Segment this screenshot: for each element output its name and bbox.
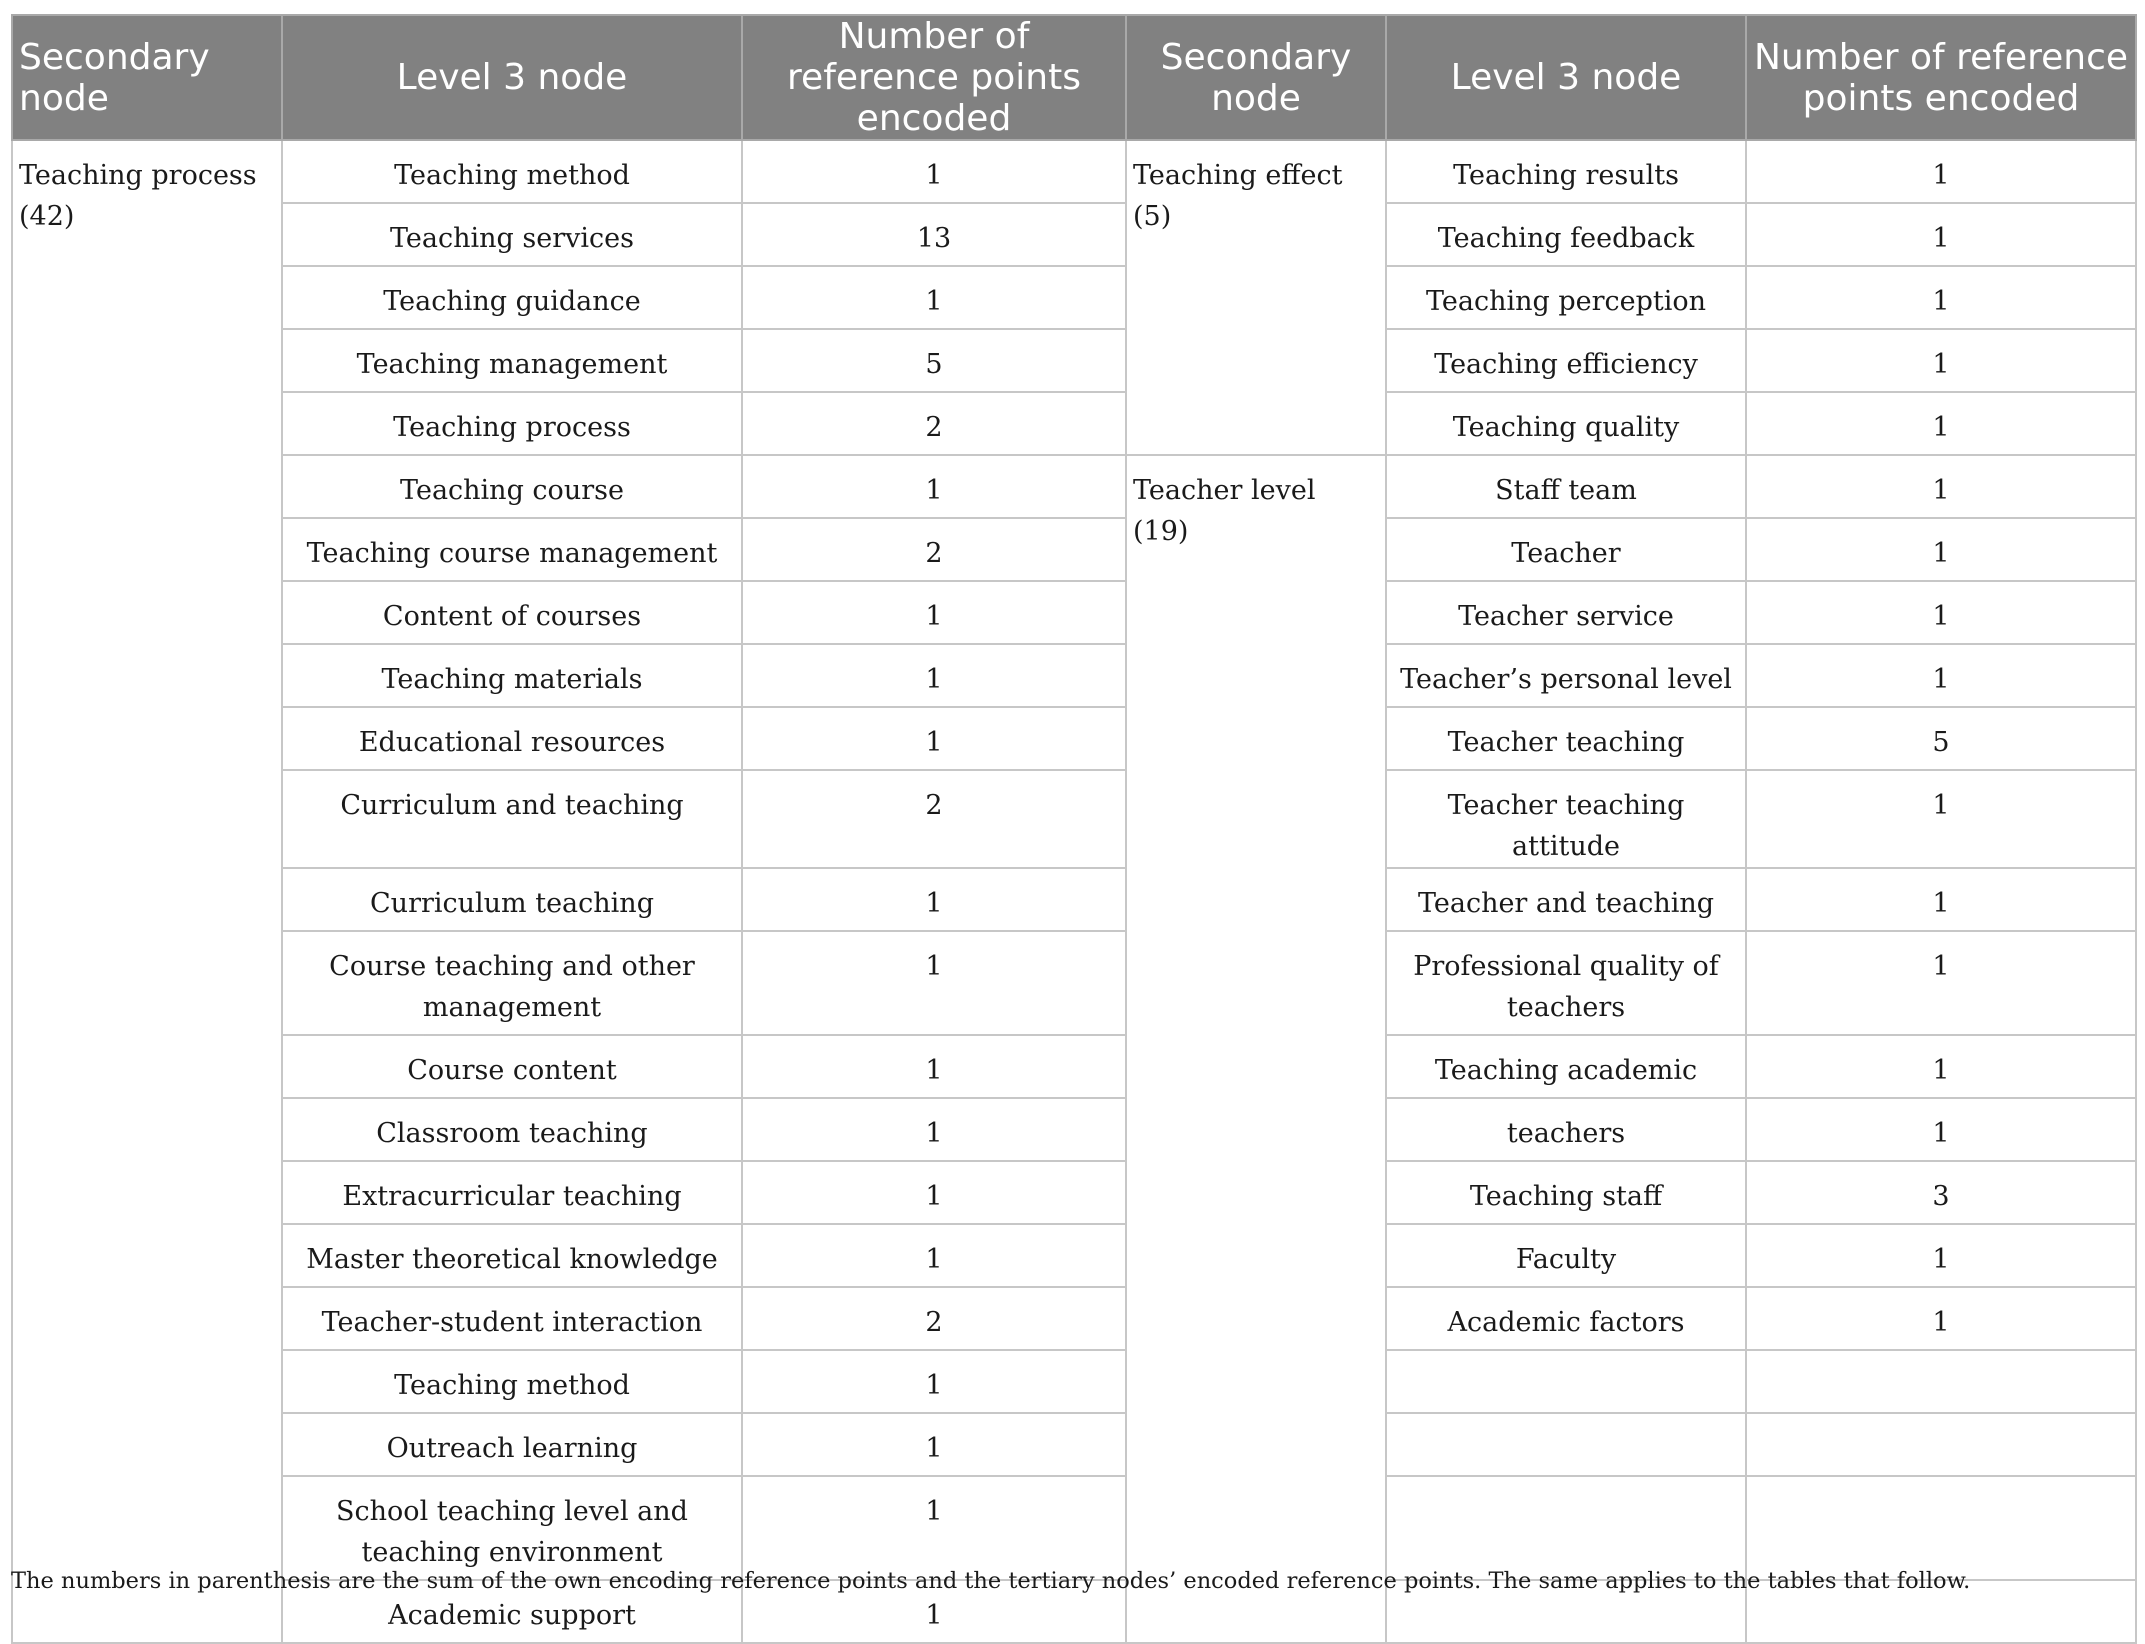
level3-node-left: Course teaching and other management xyxy=(282,931,742,1035)
level3-node-left: Teaching course xyxy=(282,455,742,518)
level3-node-right: Staff team xyxy=(1386,455,1746,518)
ref-count-right: 1 xyxy=(1746,1287,2136,1350)
ref-count-left: 1 xyxy=(742,1476,1126,1580)
ref-count-left: 1 xyxy=(742,1350,1126,1413)
ref-count-right: 1 xyxy=(1746,392,2136,455)
ref-count-left: 1 xyxy=(742,1035,1126,1098)
ref-count-right-empty xyxy=(1746,1413,2136,1476)
ref-count-left: 1 xyxy=(742,868,1126,931)
level3-node-left: Teaching services xyxy=(282,203,742,266)
level3-node-right: Teacher’s personal level xyxy=(1386,644,1746,707)
level3-node-left: Teaching management xyxy=(282,329,742,392)
table-row xyxy=(12,455,2136,518)
ref-count-left: 2 xyxy=(742,1287,1126,1350)
level3-node-right: Professional quality of teachers xyxy=(1386,931,1746,1035)
level3-node-right: Teaching perception xyxy=(1386,266,1746,329)
secondary-node-left: Teaching process (42) xyxy=(12,140,282,1643)
coding-table xyxy=(11,14,2137,1644)
level3-node-left: Curriculum and teaching xyxy=(282,770,742,868)
header-ref-points-right: Number of reference points encoded xyxy=(1746,15,2136,140)
level3-node-right: Teaching results xyxy=(1386,140,1746,203)
table-row xyxy=(12,1287,2136,1350)
ref-count-left: 1 xyxy=(742,1224,1126,1287)
ref-count-right-empty xyxy=(1746,1476,2136,1580)
table-row xyxy=(12,266,2136,329)
table-row xyxy=(12,1413,2136,1476)
ref-count-right: 1 xyxy=(1746,868,2136,931)
level3-node-right: Teacher service xyxy=(1386,581,1746,644)
table-row xyxy=(12,644,2136,707)
table-row xyxy=(12,581,2136,644)
level3-node-right: Teaching quality xyxy=(1386,392,1746,455)
ref-count-right: 1 xyxy=(1746,1035,2136,1098)
table-row xyxy=(12,868,2136,931)
header-secondary-node-right: Secondary node xyxy=(1126,15,1386,140)
secondary-node-right: Teaching effect (5) xyxy=(1126,140,1386,455)
level3-node-right: Academic factors xyxy=(1386,1287,1746,1350)
table-row xyxy=(12,1350,2136,1413)
table-row xyxy=(12,1035,2136,1098)
ref-count-left: 1 xyxy=(742,1161,1126,1224)
ref-count-right: 3 xyxy=(1746,1161,2136,1224)
ref-count-right: 1 xyxy=(1746,455,2136,518)
level3-node-right: Teacher xyxy=(1386,518,1746,581)
level3-node-left: Classroom teaching xyxy=(282,1098,742,1161)
level3-node-right: Teacher teaching attitude xyxy=(1386,770,1746,868)
table-row xyxy=(12,770,2136,868)
footnote: The numbers in parenthesis are the sum of the own encoding reference points and the tertiary nodes’ encoded reference points. The same applies to the tables that follow. xyxy=(11,1568,1971,1594)
level3-node-left: Course content xyxy=(282,1035,742,1098)
table-row xyxy=(12,1476,2136,1580)
level3-node-right: Teacher teaching xyxy=(1386,707,1746,770)
ref-count-right: 1 xyxy=(1746,581,2136,644)
ref-count-right: 1 xyxy=(1746,931,2136,1035)
header-ref-points-left: Number of reference points encoded xyxy=(742,15,1126,140)
ref-count-right: 1 xyxy=(1746,1098,2136,1161)
level3-node-right: Teaching academic xyxy=(1386,1035,1746,1098)
ref-count-left: 2 xyxy=(742,392,1126,455)
ref-count-left: 1 xyxy=(742,581,1126,644)
table-row xyxy=(12,203,2136,266)
ref-count-left: 13 xyxy=(742,203,1126,266)
ref-count-right: 1 xyxy=(1746,518,2136,581)
table-row xyxy=(12,518,2136,581)
table-row xyxy=(12,329,2136,392)
ref-count-left: 1 xyxy=(742,931,1126,1035)
level3-node-left: Academic support xyxy=(282,1580,742,1643)
table-row xyxy=(12,707,2136,770)
ref-count-left: 1 xyxy=(742,707,1126,770)
ref-count-right: 1 xyxy=(1746,266,2136,329)
level3-node-left: Teacher-student interaction xyxy=(282,1287,742,1350)
table-row xyxy=(12,1161,2136,1224)
header-row xyxy=(12,15,2136,140)
level3-node-right: Faculty xyxy=(1386,1224,1746,1287)
level3-node-left: Educational resources xyxy=(282,707,742,770)
level3-node-right: teachers xyxy=(1386,1098,1746,1161)
level3-node-left: Teaching guidance xyxy=(282,266,742,329)
ref-count-left: 2 xyxy=(742,770,1126,868)
level3-node-left: Master theoretical knowledge xyxy=(282,1224,742,1287)
table-row xyxy=(12,1224,2136,1287)
table-row xyxy=(12,140,2136,203)
ref-count-right: 1 xyxy=(1746,1224,2136,1287)
table-row xyxy=(12,931,2136,1035)
ref-count-right: 1 xyxy=(1746,644,2136,707)
level3-node-left: Curriculum teaching xyxy=(282,868,742,931)
ref-count-left: 1 xyxy=(742,644,1126,707)
ref-count-right: 1 xyxy=(1746,329,2136,392)
ref-count-right: 1 xyxy=(1746,140,2136,203)
level3-node-right-empty xyxy=(1386,1350,1746,1413)
ref-count-right: 1 xyxy=(1746,770,2136,868)
level3-node-left: Teaching materials xyxy=(282,644,742,707)
level3-node-right: Teaching efficiency xyxy=(1386,329,1746,392)
ref-count-right: 1 xyxy=(1746,203,2136,266)
level3-node-right: Teacher and teaching xyxy=(1386,868,1746,931)
header-level3-node-right: Level 3 node xyxy=(1386,15,1746,140)
level3-node-left: Teaching process xyxy=(282,392,742,455)
level3-node-left: School teaching level and teaching environment xyxy=(282,1476,742,1580)
ref-count-left: 1 xyxy=(742,266,1126,329)
ref-count-left: 1 xyxy=(742,455,1126,518)
ref-count-right: 5 xyxy=(1746,707,2136,770)
header-level3-node-left: Level 3 node xyxy=(282,15,742,140)
level3-node-left: Extracurricular teaching xyxy=(282,1161,742,1224)
level3-node-left: Teaching method xyxy=(282,140,742,203)
header-secondary-node-left: Secondary node xyxy=(12,15,282,140)
secondary-node-right: Teacher level (19) xyxy=(1126,455,1386,1643)
level3-node-left: Outreach learning xyxy=(282,1413,742,1476)
ref-count-left: 5 xyxy=(742,329,1126,392)
ref-count-left: 1 xyxy=(742,1098,1126,1161)
table-row xyxy=(12,392,2136,455)
table-body xyxy=(12,140,2136,1643)
ref-count-left: 1 xyxy=(742,1580,1126,1643)
level3-node-left: Teaching method xyxy=(282,1350,742,1413)
level3-node-right-empty xyxy=(1386,1413,1746,1476)
ref-count-left: 1 xyxy=(742,140,1126,203)
level3-node-right: Teaching feedback xyxy=(1386,203,1746,266)
ref-count-right-empty xyxy=(1746,1350,2136,1413)
ref-count-left: 1 xyxy=(742,1413,1126,1476)
ref-count-left: 2 xyxy=(742,518,1126,581)
level3-node-right-empty xyxy=(1386,1476,1746,1580)
level3-node-left: Content of courses xyxy=(282,581,742,644)
level3-node-right: Teaching staff xyxy=(1386,1161,1746,1224)
table-row xyxy=(12,1098,2136,1161)
level3-node-left: Teaching course management xyxy=(282,518,742,581)
